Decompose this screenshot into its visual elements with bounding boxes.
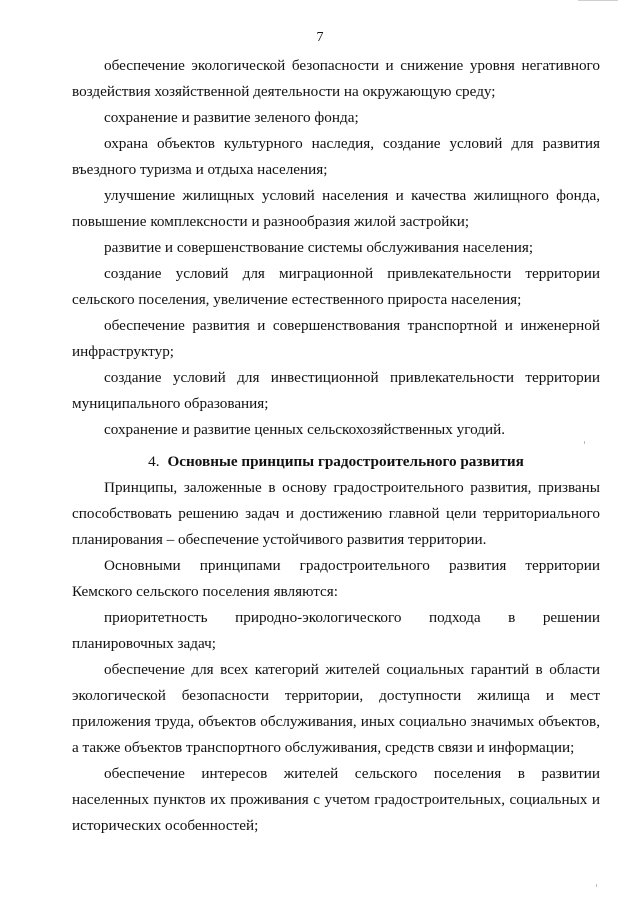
scan-edge-mark (578, 0, 618, 4)
list-item: охрана объектов культурного наследия, создание условий для развития въездного туризма и отдыха населения; (72, 135, 600, 178)
list-item: создание условий для миграционной привлекательности территории сельского поселения, увеличение естественного прироста населения; (72, 265, 600, 308)
page-number: 7 (316, 30, 324, 45)
body-paragraph: Основными принципами градостроительного развития территории Кемского сельского поселения являются: (72, 557, 600, 600)
scan-speck (596, 884, 597, 887)
list-item: создание условий для инвестиционной привлекательности территории муниципального образования; (72, 369, 600, 412)
list-item: улучшение жилищных условий населения и качества жилищного фонда, повышение комплексности и разнообразия жилой застройки; (72, 187, 600, 230)
list-item: приоритетность природно-экологического подхода в решении планировочных задач; (72, 609, 600, 652)
section-title: Основные принципы градостроительного развития (167, 453, 524, 470)
list-item: сохранение и развитие зеленого фонда; (104, 109, 359, 126)
scan-speck (584, 441, 585, 444)
body-paragraph: Принципы, заложенные в основу градостроительного развития, призваны способствовать решению задач и достижению главной цели территориального планирования – обеспечение устойчивого развития территории. (72, 479, 600, 548)
section-number: 4. (148, 453, 160, 470)
list-item: обеспечение экологической безопасности и снижение уровня негативного воздействия хозяйственной деятельности на окружающую среду; (72, 57, 600, 100)
list-item: обеспечение развития и совершенствования транспортной и инженерной инфраструктур; (72, 317, 600, 360)
list-item: сохранение и развитие ценных сельскохозяйственных угодий. (104, 421, 506, 438)
list-item: обеспечение интересов жителей сельского поселения в развитии населенных пунктов их проживания с учетом градостроительных, социальных и исторических особенностей; (72, 765, 600, 834)
page-body (72, 53, 600, 839)
list-item: обеспечение для всех категорий жителей социальных гарантий в области экологической безопасности территории, доступности жилища и мест приложения труда, объектов обслуживания, иных социально значимых объектов, а также объектов транспортного обслуживания, средств связи и информации; (72, 661, 600, 756)
list-item: развитие и совершенствование системы обслуживания населения; (104, 239, 534, 256)
section-heading (72, 449, 600, 475)
